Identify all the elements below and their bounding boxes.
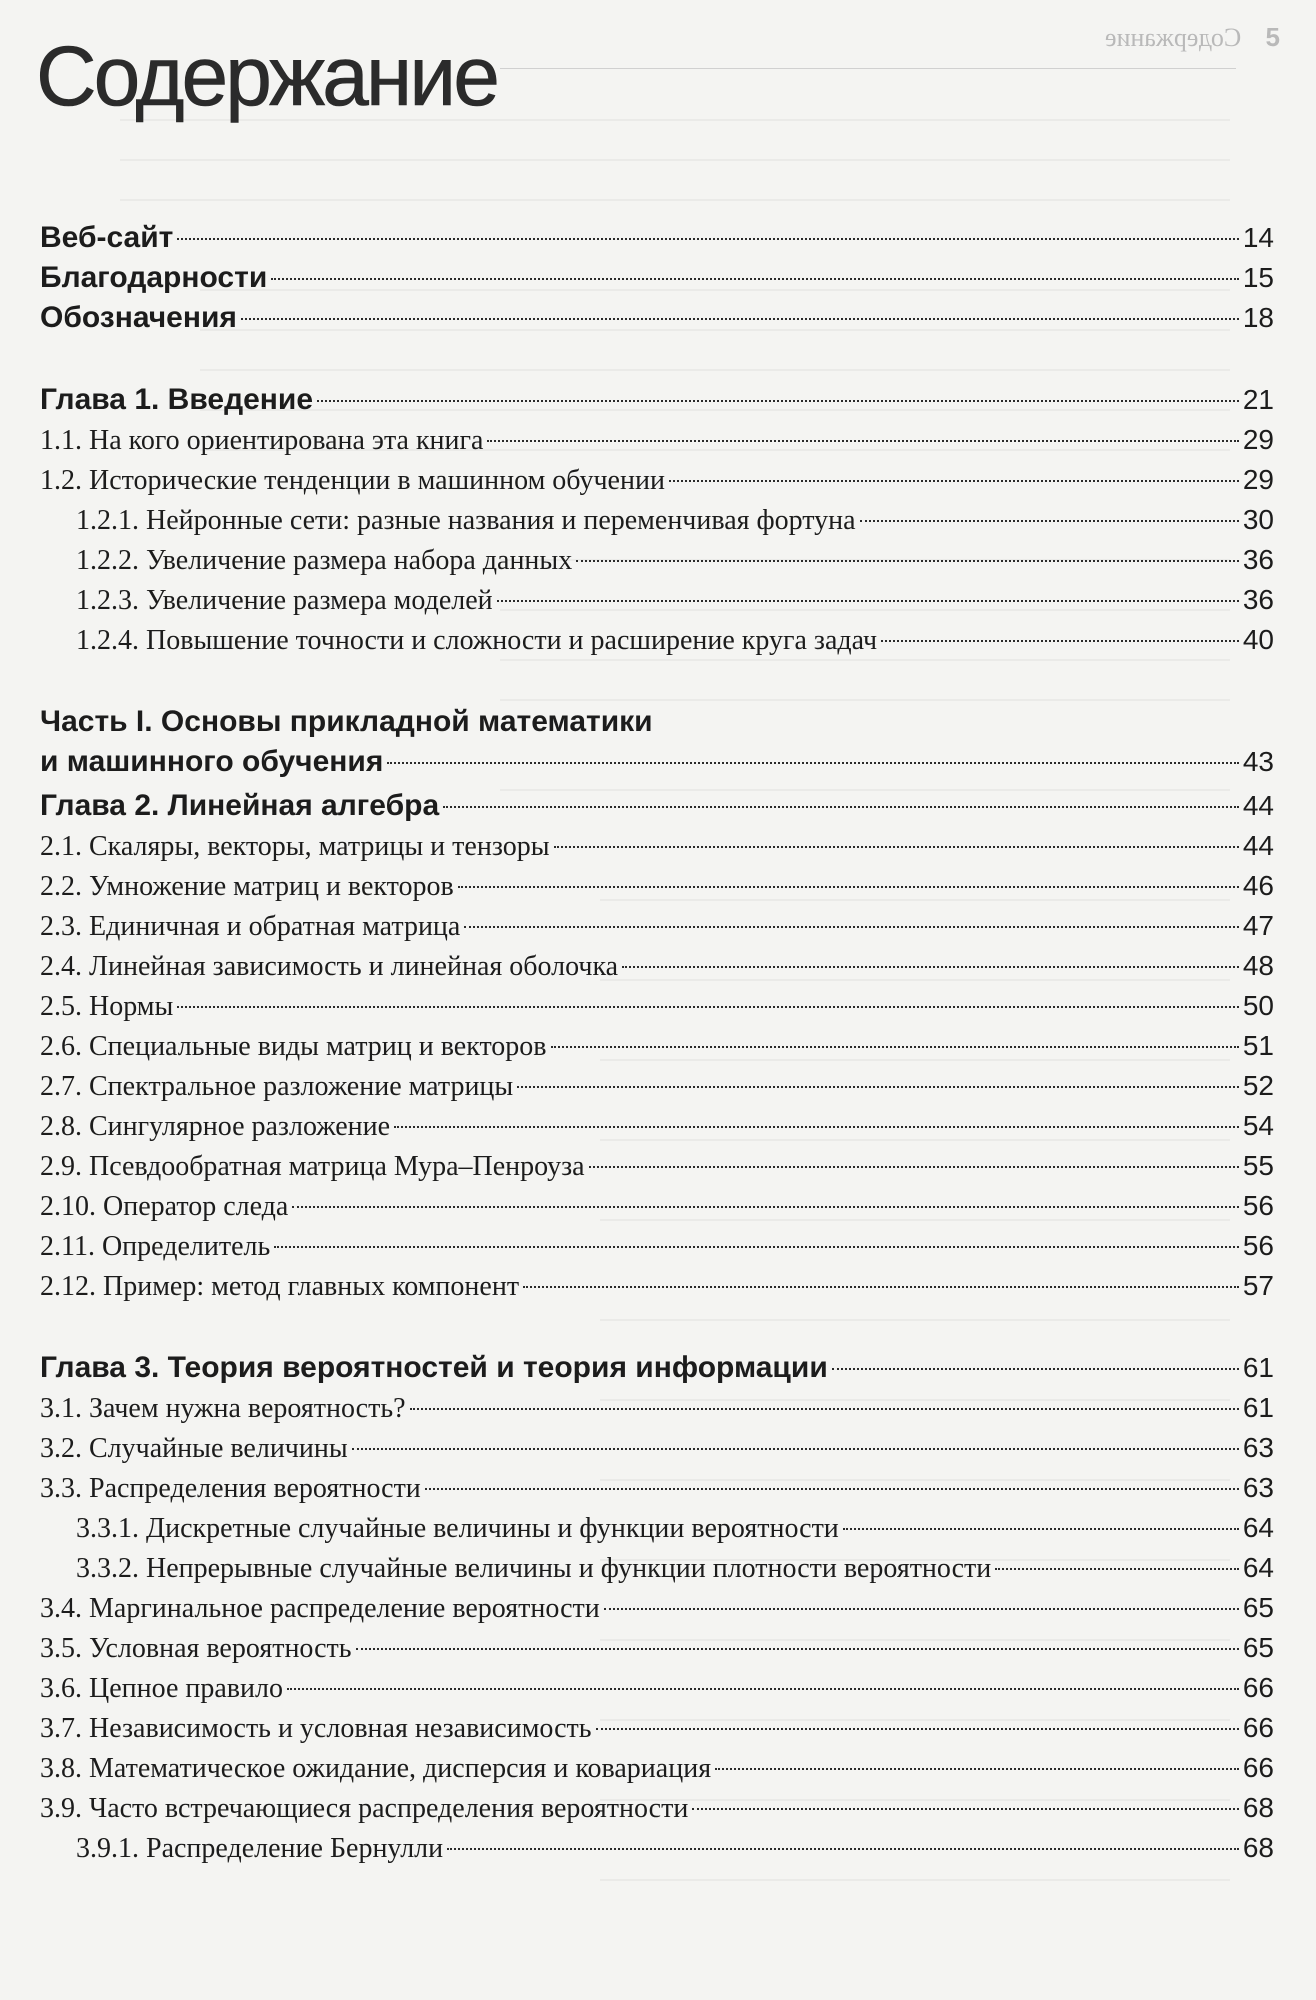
dot-leader — [523, 1286, 1239, 1288]
toc-entry-label: 3.8. Математическое ожидание, дисперсия и ковариация — [40, 1753, 712, 1784]
toc-entry-label: 2.4. Линейная зависимость и линейная оболочка — [40, 951, 619, 982]
toc-entry-page-number: 52 — [1242, 1070, 1274, 1101]
dot-leader — [497, 600, 1239, 602]
toc-entry[interactable] — [40, 1146, 1274, 1186]
toc-entry-label: 2.3. Единичная и обратная матрица — [40, 911, 461, 942]
toc-entry-page-number: 56 — [1242, 1190, 1274, 1221]
toc-entry-label: 3.9. Часто встречающиеся распределения вероятности — [40, 1793, 689, 1824]
toc-entry[interactable] — [40, 1226, 1274, 1266]
toc-entry[interactable] — [40, 1748, 1274, 1788]
toc-entry-page-number: 50 — [1242, 990, 1274, 1021]
toc-entry-page-number: 63 — [1242, 1472, 1274, 1503]
dot-leader — [177, 1006, 1239, 1008]
toc-entry[interactable] — [40, 1828, 1274, 1868]
toc-entry-page-number: 63 — [1242, 1432, 1274, 1463]
toc-entry-label: Глава 3. Теория вероятностей и теория информации — [40, 1351, 828, 1384]
dot-leader — [589, 1166, 1239, 1168]
toc-entry-page-number: 47 — [1242, 910, 1274, 941]
toc-entry-label: 3.3.1. Дискретные случайные величины и функции вероятности — [76, 1513, 839, 1544]
toc-entry[interactable] — [40, 1186, 1274, 1226]
dot-leader — [669, 480, 1239, 482]
toc-entry[interactable] — [40, 866, 1274, 906]
dot-leader — [881, 640, 1239, 642]
toc-entry-label: 1.2.2. Увеличение размера набора данных — [76, 545, 573, 576]
dot-leader — [487, 440, 1238, 442]
toc-entry-page-number: 43 — [1242, 746, 1274, 777]
toc-entry[interactable] — [40, 1468, 1274, 1508]
toc-entry-label: 1.2.4. Повышение точности и сложности и расширение круга задач — [76, 625, 878, 656]
toc-entry-label: 2.2. Умножение матриц и векторов — [40, 871, 454, 902]
toc-entry-page-number: 29 — [1242, 464, 1274, 495]
toc-entry-page-number: 51 — [1242, 1030, 1274, 1061]
toc-entry-label: 2.10. Оператор следа — [40, 1191, 289, 1222]
toc-entry[interactable] — [40, 540, 1274, 580]
toc-entry-page-number: 21 — [1242, 384, 1274, 415]
toc-entry[interactable] — [40, 826, 1274, 866]
toc-entry-page-number: 48 — [1242, 950, 1274, 981]
toc-entry[interactable] — [40, 1708, 1274, 1748]
toc-entry-label: 3.6. Цепное правило — [40, 1673, 283, 1704]
toc-entry[interactable] — [40, 500, 1274, 540]
toc-entry[interactable] — [40, 460, 1274, 500]
toc-entry-page-number: 66 — [1242, 1752, 1274, 1783]
dot-leader — [443, 806, 1239, 808]
toc-entry-page-number: 30 — [1242, 504, 1274, 535]
toc-entry[interactable] — [40, 1628, 1274, 1668]
toc-entry-label: 3.3.2. Непрерывные случайные величины и функции плотности вероятности — [76, 1553, 992, 1584]
dot-leader — [425, 1488, 1239, 1490]
dot-leader — [843, 1528, 1239, 1530]
dot-leader — [292, 1206, 1239, 1208]
toc-entry-label: 2.8. Сингулярное разложение — [40, 1111, 391, 1142]
toc-entry[interactable] — [40, 1026, 1274, 1066]
section-gap — [40, 1306, 1274, 1348]
toc-part-title-line[interactable]: Часть I. Основы прикладной математики — [40, 705, 653, 738]
dot-leader — [692, 1808, 1239, 1810]
toc-entry[interactable] — [40, 1266, 1274, 1306]
toc-entry-page-number: 44 — [1242, 830, 1274, 861]
toc-entry-label: Веб-сайт — [40, 221, 174, 254]
toc-entry[interactable] — [40, 1066, 1274, 1106]
dot-leader — [356, 1648, 1239, 1650]
dot-leader — [274, 1246, 1239, 1248]
toc-entry[interactable] — [40, 786, 1274, 826]
toc-entry-label: Глава 2. Линейная алгебра — [40, 789, 440, 822]
toc-entry-page-number: 66 — [1242, 1672, 1274, 1703]
toc-entry-page-number: 36 — [1242, 544, 1274, 575]
toc-entry-label: 1.2.3. Увеличение размера моделей — [76, 585, 493, 616]
toc-entry-label: и машинного обучения — [40, 745, 384, 778]
section-gap — [40, 338, 1274, 380]
toc-entry-label: 3.1. Зачем нужна вероятность? — [40, 1393, 406, 1424]
toc-entry-label: Глава 1. Введение — [40, 383, 314, 416]
section-gap — [40, 660, 1274, 702]
dot-leader — [622, 966, 1239, 968]
dot-leader — [860, 520, 1239, 522]
dot-leader — [387, 762, 1238, 764]
dot-leader — [576, 560, 1239, 562]
toc-entry-page-number: 56 — [1242, 1230, 1274, 1261]
toc-entry-page-number: 55 — [1242, 1150, 1274, 1181]
toc-entry-page-number: 18 — [1242, 302, 1274, 333]
toc-entry-label: 1.2. Исторические тенденции в машинном обучении — [40, 465, 665, 496]
toc-entry[interactable] — [40, 986, 1274, 1026]
toc-entry-label: 2.7. Спектральное разложение матрицы — [40, 1071, 514, 1102]
toc-entry-label: 3.7. Независимость и условная независимость — [40, 1713, 592, 1744]
dot-leader — [317, 400, 1239, 402]
dot-leader — [715, 1768, 1239, 1770]
dot-leader — [832, 1368, 1239, 1370]
toc-entry-page-number: 15 — [1242, 262, 1274, 293]
toc-entry[interactable] — [40, 1348, 1274, 1388]
toc-entry-label: 3.9.1. Распределение Бернулли — [76, 1833, 444, 1864]
toc-entry[interactable] — [40, 580, 1274, 620]
toc-entry[interactable] — [40, 1588, 1274, 1628]
dot-leader — [447, 1848, 1239, 1850]
toc-entry[interactable] — [40, 1106, 1274, 1146]
toc-entry[interactable] — [40, 298, 1274, 338]
dot-leader — [551, 1046, 1239, 1048]
dot-leader — [517, 1086, 1239, 1088]
toc-entry[interactable] — [40, 620, 1274, 660]
dot-leader — [271, 278, 1239, 280]
dot-leader — [287, 1688, 1239, 1690]
dot-leader — [596, 1728, 1239, 1730]
toc-entry-page-number: 54 — [1242, 1110, 1274, 1141]
toc-entry[interactable] — [40, 1388, 1274, 1428]
toc-entry[interactable] — [40, 1508, 1274, 1548]
toc-entry-label: 2.1. Скаляры, векторы, матрицы и тензоры — [40, 831, 550, 862]
toc-entry-page-number: 66 — [1242, 1712, 1274, 1743]
running-header-page-number: 5 — [1265, 22, 1280, 52]
toc-entry-page-number: 44 — [1242, 790, 1274, 821]
toc-entry-label: 3.5. Условная вероятность — [40, 1633, 352, 1664]
toc-entry-label: 1.2.1. Нейронные сети: разные названия и переменчивая фортуна — [76, 505, 856, 536]
running-header-title: Содержание — [1104, 23, 1242, 52]
toc-entry-label: Благодарности — [40, 261, 268, 294]
toc-entry-label: Обозначения — [40, 301, 237, 334]
dot-leader — [241, 318, 1239, 320]
toc-entry[interactable] — [40, 1548, 1274, 1588]
toc-entry[interactable] — [40, 906, 1274, 946]
dot-leader — [995, 1568, 1239, 1570]
toc-entry-page-number: 65 — [1242, 1632, 1274, 1663]
toc-entry-label: 3.4. Маргинальное распределение вероятности — [40, 1593, 600, 1624]
toc-entry-page-number: 57 — [1242, 1270, 1274, 1301]
toc-entry[interactable] — [40, 380, 1274, 420]
toc-entry[interactable] — [40, 1788, 1274, 1828]
table-of-contents — [40, 218, 1274, 1868]
toc-entry-page-number: 64 — [1242, 1512, 1274, 1543]
dot-leader — [352, 1448, 1239, 1450]
toc-entry[interactable] — [40, 742, 1274, 782]
toc-entry[interactable] — [40, 1428, 1274, 1468]
toc-entry-page-number: 64 — [1242, 1552, 1274, 1583]
dot-leader — [394, 1126, 1239, 1128]
header-rule — [500, 68, 1236, 69]
dot-leader — [464, 926, 1239, 928]
dot-leader — [604, 1608, 1239, 1610]
toc-entry[interactable] — [40, 420, 1274, 460]
toc-entry-page-number: 40 — [1242, 624, 1274, 655]
toc-entry[interactable] — [40, 1668, 1274, 1708]
toc-entry-label: 2.6. Специальные виды матриц и векторов — [40, 1031, 547, 1062]
toc-entry-page-number: 65 — [1242, 1592, 1274, 1623]
toc-entry-label: 3.2. Случайные величины — [40, 1433, 348, 1464]
page-title: Содержание — [36, 29, 497, 123]
dot-leader — [410, 1408, 1239, 1410]
toc-entry[interactable] — [40, 946, 1274, 986]
toc-entry-page-number: 29 — [1242, 424, 1274, 455]
toc-entry[interactable] — [40, 258, 1274, 298]
toc-entry-label: 3.3. Распределения вероятности — [40, 1473, 421, 1504]
toc-entry-page-number: 68 — [1242, 1792, 1274, 1823]
toc-entry-page-number: 46 — [1242, 870, 1274, 901]
toc-entry-page-number: 14 — [1242, 222, 1274, 253]
dot-leader — [554, 846, 1239, 848]
dot-leader — [177, 238, 1238, 240]
running-header — [1105, 22, 1280, 53]
toc-entry-page-number: 61 — [1242, 1392, 1274, 1423]
toc-entry-page-number: 68 — [1242, 1832, 1274, 1863]
toc-entry-label: 2.9. Псевдообратная матрица Мура–Пенроуза — [40, 1151, 585, 1182]
toc-entry[interactable] — [40, 218, 1274, 258]
dot-leader — [458, 886, 1239, 888]
toc-entry-label: 1.1. На кого ориентирована эта книга — [40, 425, 484, 456]
toc-entry-page-number: 36 — [1242, 584, 1274, 615]
toc-entry-page-number: 61 — [1242, 1352, 1274, 1383]
toc-entry-label: 2.11. Определитель — [40, 1231, 271, 1262]
toc-entry-label: 2.5. Нормы — [40, 991, 174, 1022]
toc-entry-label: 2.12. Пример: метод главных компонент — [40, 1271, 520, 1302]
